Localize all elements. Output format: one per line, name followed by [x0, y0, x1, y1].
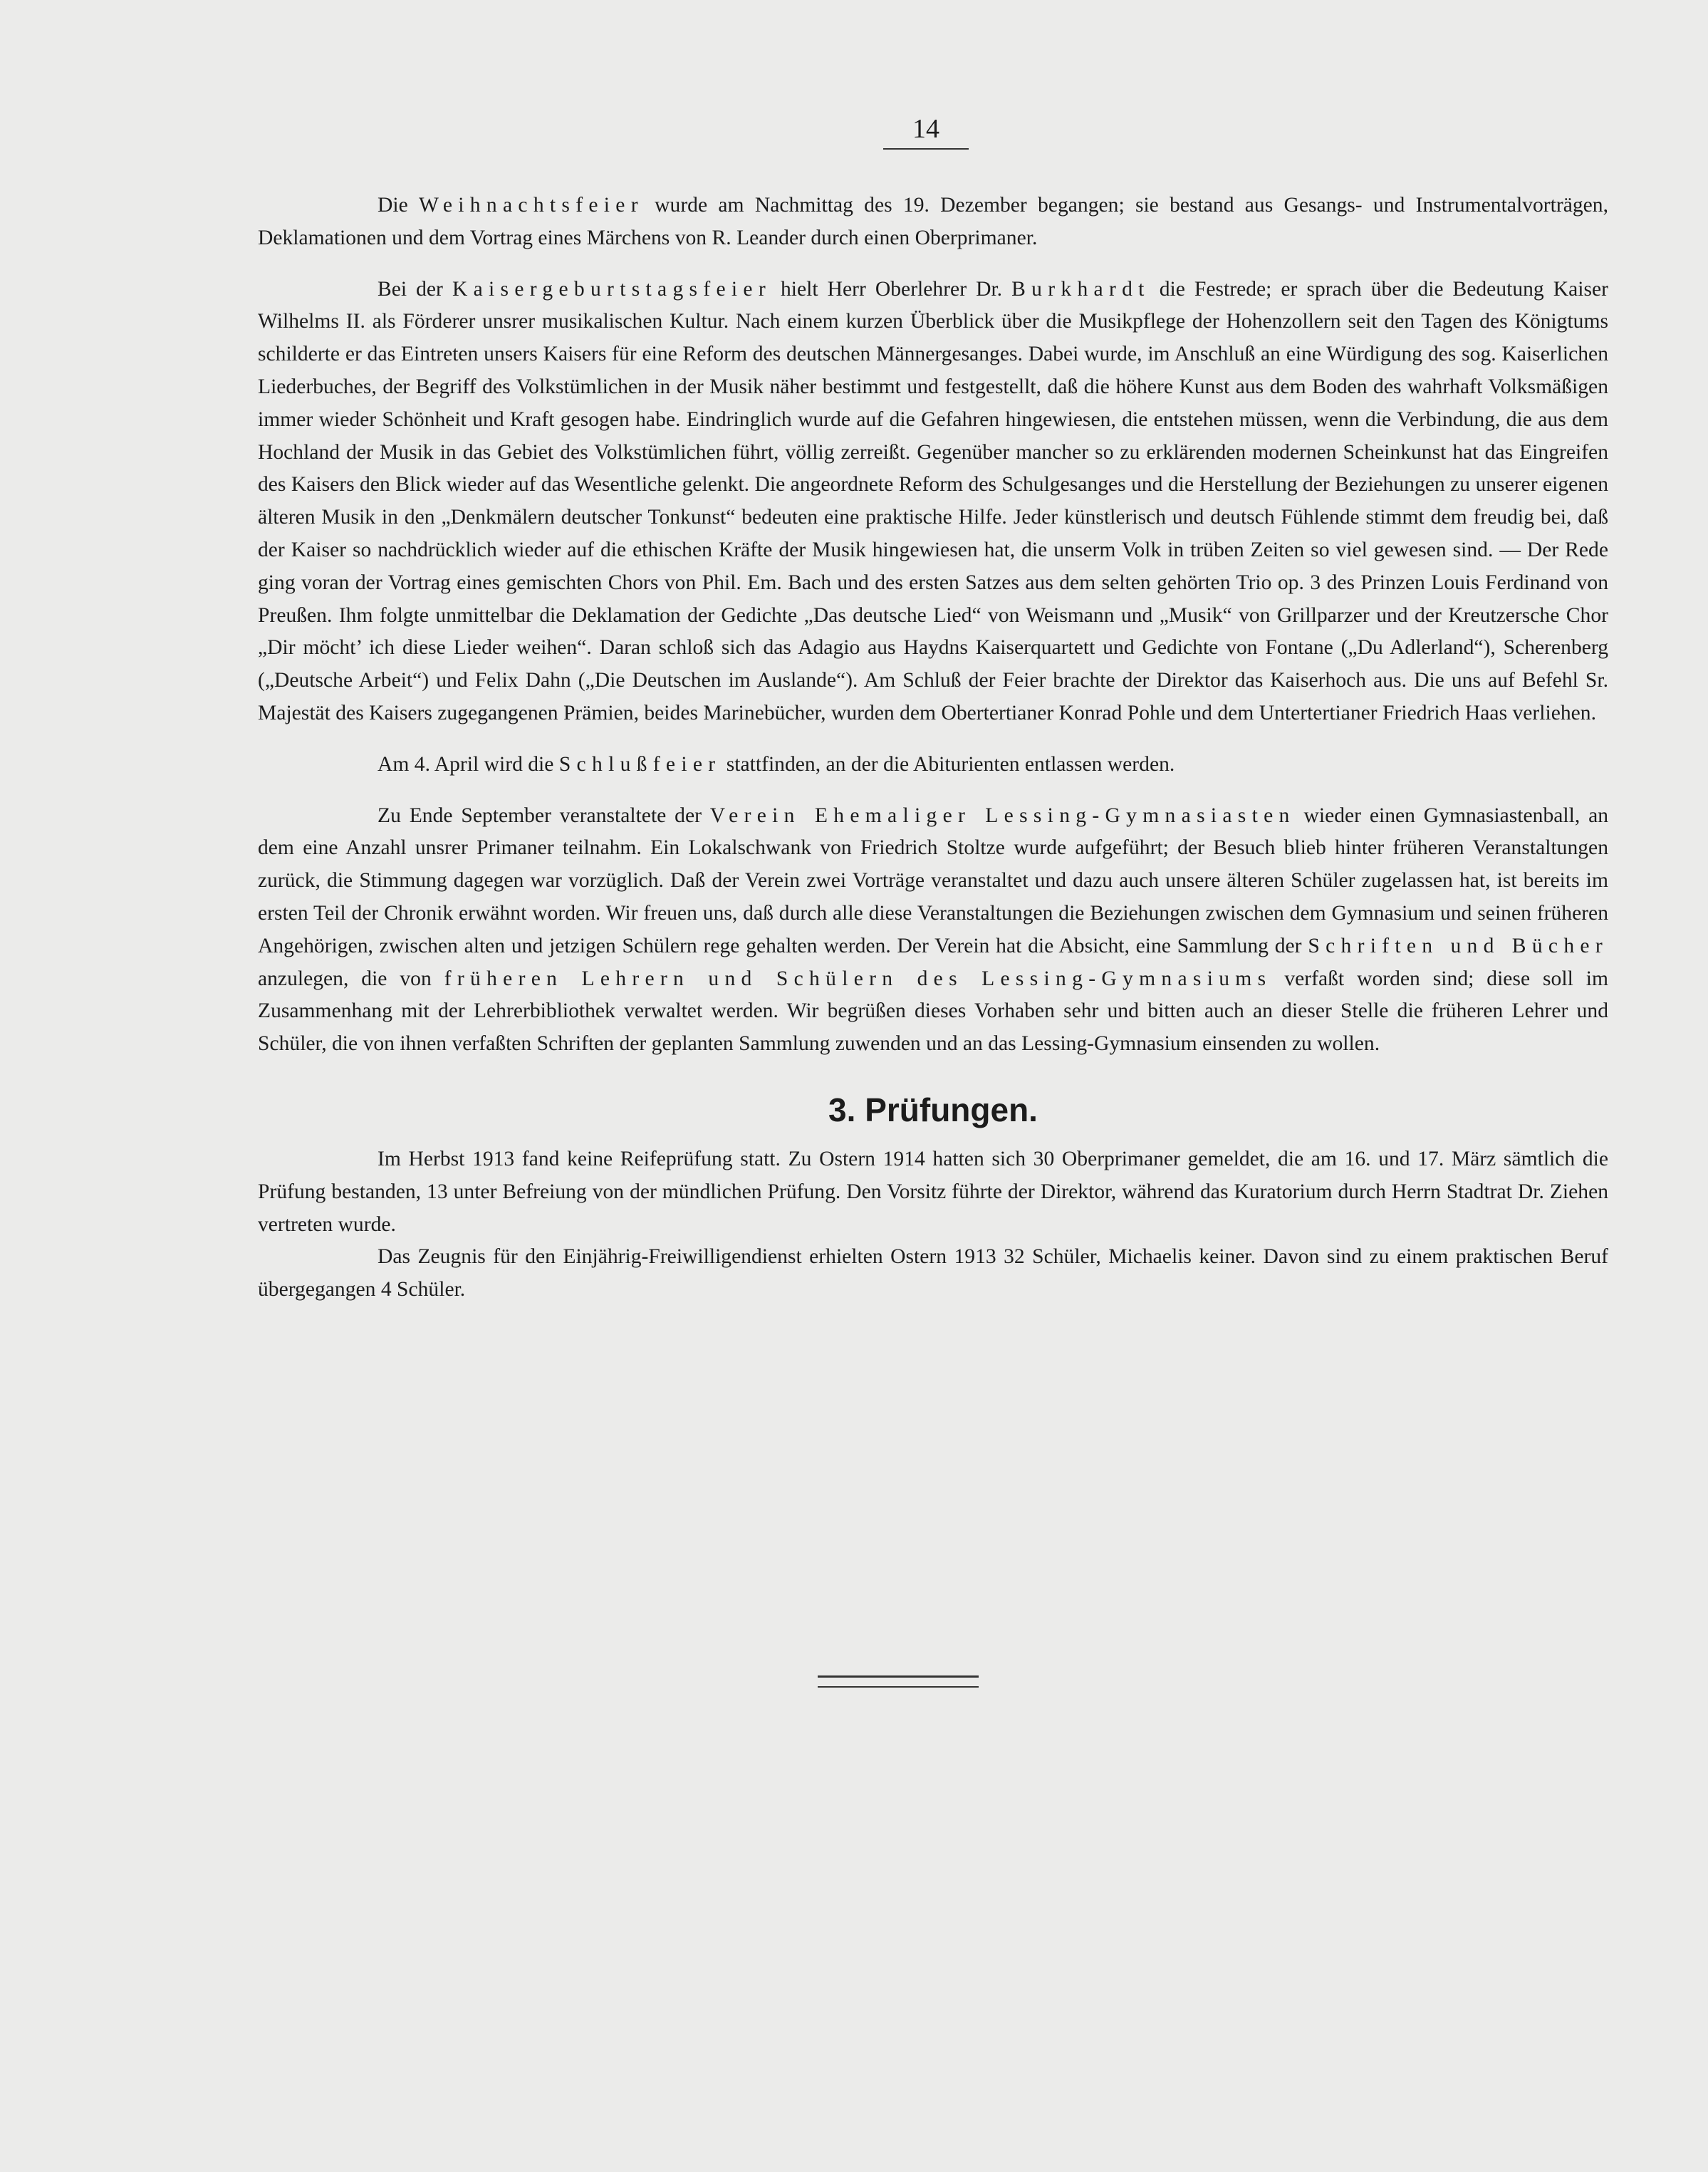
- paragraph-text: Die: [377, 194, 420, 217]
- paragraph-text: Im Herbst 1913 fand keine Reifeprüfung statt. Zu Ostern 1914 hatten sich 30 Oberprimaner gemeldet, die am 16. und 17. März sämtlich die Prüfung bestanden, 13 unter Befreiung von der mündlichen Prüfung. Den Vorsitz führte der Direktor, während das Kuratorium durch Herrn Stadtrat Dr. Ziehen vertreten wurde.: [258, 1147, 1608, 1236]
- spaced-term: Weihnachtsfeier: [419, 194, 644, 217]
- spaced-term: Schriften und Bücher: [1308, 934, 1608, 957]
- paragraph-weihnachtsfeier: [258, 189, 1608, 255]
- paragraph-text: Zu Ende September veranstaltete der: [377, 804, 710, 827]
- paragraph-text: Bei der: [377, 277, 452, 301]
- page-number: 14: [883, 113, 969, 150]
- paragraph-einjaehrig: [258, 1241, 1608, 1306]
- paragraph-text: anzulegen, die von: [258, 967, 444, 990]
- spaced-term: früheren Lehrern und Schülern des Lessing-Gymnasiums: [444, 967, 1272, 990]
- paragraph-text: Das Zeugnis für den Einjährig-Freiwilligendienst erhielten Ostern 1913 32 Schüler, Michaelis keiner. Davon sind zu einem praktischen Beruf übergegangen 4 Schüler.: [258, 1245, 1608, 1301]
- paragraph-text: wurde am Nachmittag des 19. Dezember begangen; sie bestand aus Gesangs- und Instrumentalvorträgen, Deklamationen und dem Vortrag eines Märchens von R. Leander durch einen Oberprimaner.: [258, 194, 1608, 249]
- spaced-term: Burkhardt: [1011, 277, 1150, 301]
- paragraph-reifepruefung: [258, 1143, 1608, 1241]
- paragraph-schlussfeier: [258, 749, 1608, 781]
- page-body: [258, 189, 1608, 1306]
- spaced-term: Verein Ehemaliger Lessing-Gymnasiasten: [709, 804, 1296, 827]
- paragraph-text: wieder einen Gymnasiastenball, an dem eine Anzahl unsrer Primaner teilnahm. Ein Lokalschwank von Friedrich Stoltze wurde aufgeführt; der Besuch blieb hinter früheren Veranstaltungen zurück, die Stimmung dagegen war vorzüglich. Daß der Verein zwei Vorträge veranstaltet und dazu auch unsere älteren Schüler zugelassen hat, ist bereits im ersten Teil der Chronik erwähnt worden. Wir freuen uns, daß durch alle diese Veranstaltungen die Beziehungen zwischen dem Gymnasium und seinen früheren Angehörigen, zwischen alten und jetzigen Schülern rege gehalten werden. Der Verein hat die Absicht, eine Sammlung der: [258, 804, 1608, 957]
- paragraph-text: hielt Herr Oberlehrer Dr.: [771, 277, 1012, 301]
- paragraph-text: die Festrede; er sprach über die Bedeutung Kaiser Wilhelms II. als Förderer unsrer musikalischen Kultur. Nach einem kurzen Überblick über die Musikpflege der Hohenzollern seit den Tagen des Königtums schilderte er das Eintreten unsers Kaisers für eine Reform des deutschen Männergesanges. Dabei wurde, im Anschluß an eine Würdigung des sog. Kaiserlichen Liederbuches, der Begriff des Volkstümlichen in der Musik näher bestimmt und festgestellt, daß die höhere Kunst aus dem Boden des wahrhaft Volksmäßigen immer wieder Schönheit und Kraft gesogen habe. Eindringlich wurde auf die Gefahren hingewiesen, die entstehen müssen, wenn die Verbindung, die aus dem Hochland der Musik in das Gebiet des Volkstümlichen führt, völlig zerreißt. Gegenüber mancher so zu erklärenden modernen Scheinkunst hat das Eingreifen des Kaisers den Blick wieder auf das Wesentliche gelenkt. Die angeordnete Reform des Schulgesanges und die Herstellung der Beziehungen zu unserer eigenen älteren Musik in den „Denkmälern deutscher Tonkunst“ bedeuten eine praktische Hilfe. Jeder künstlerisch und deutsch Fühlende stimmt dem freudig bei, daß der Kaiser so nachdrücklich wieder auf die ethischen Kräfte der Musik hingewiesen hat, die unserm Volk in trüben Zeiten so viel gewesen sind. — Der Rede ging voran der Vortrag eines gemischten Chors von Phil. Em. Bach und des ersten Satzes aus dem selten gehörten Trio op. 3 des Prinzen Louis Ferdinand von Preußen. Ihm folgte unmittelbar die Deklamation der Gedichte „Das deutsche Lied“ von Weismann und „Musik“ von Grillparzer und der Kreutzersche Chor „Dir möcht’ ich diese Lieder weihen“. Daran schloß sich das Adagio aus Haydns Kaiserquartett und Gedichte von Fontane („Du Adlerland“), Scherenberg („Deutsche Arbeit“) und Felix Dahn („Die Deutschen im Auslande“). Am Schluß der Feier brachte der Direktor das Kaiserhoch aus. Die uns auf Befehl Sr. Majestät des Kaisers zugegangenen Prämien, beides Marinebücher, wurden dem Obertertianer Konrad Pohle und dem Untertertianer Friedrich Haas verliehen.: [258, 277, 1608, 724]
- spaced-term: Kaisergeburtstagsfeier: [452, 277, 771, 301]
- paragraph-text: Am 4. April wird die: [377, 752, 559, 776]
- end-double-rule: [818, 1675, 979, 1688]
- paragraph-text: verfaßt worden sind; diese soll im Zusammenhang mit der Lehrerbibliothek verwaltet werden. Wir begrüßen dieses Vorhaben sehr und bitten auch an dieser Stelle die früheren Lehrer und Schüler, die von ihnen verfaßten Schriften der geplanten Sammlung zuwenden und an das Lessing-Gymnasium einsenden zu wollen.: [258, 967, 1608, 1056]
- section-heading: 3. Prüfungen.: [828, 1091, 1038, 1128]
- paragraph-text: stattfinden, an der die Abiturienten entlassen werden.: [721, 752, 1175, 776]
- paragraph-kaisergeburtstagsfeier: [258, 274, 1608, 730]
- paragraph-verein: [258, 800, 1608, 1061]
- spaced-term: Schlußfeier: [558, 752, 722, 776]
